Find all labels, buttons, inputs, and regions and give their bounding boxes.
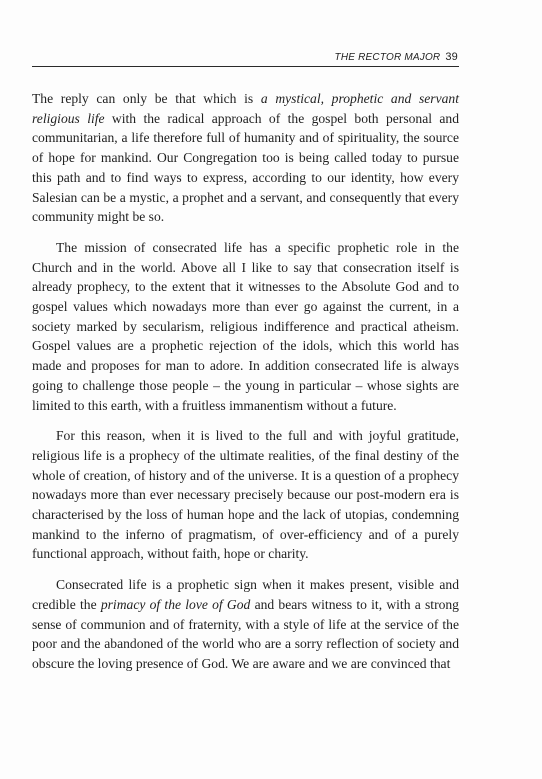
running-head	[32, 51, 458, 63]
header-rule	[32, 66, 459, 67]
paragraph-1-text-cont: with the radical approach of the gospel both personal and communitarian, a life therefore full of humanity and of spirituality, the source of hope for mankind. Our Congregation too is being called today to pursue this path and to find ways to express, according to our identity, how every Salesian can be a mystic, a prophet and a servant, and consequently that every community might be so.	[32, 110, 459, 225]
body-text	[32, 89, 459, 674]
paragraph-2-text: The mission of consecrated life has a specific prophetic role in the Church and in the world. Above all I like to say that consecration itself is already prophecy, to the extent that it witnesses to the Absolute God and to gospel values which nowadays more than ever go against the current, in a society marked by secularism, religious indifference and practical atheism. Gospel values are a prophetic rejection of the idols, which this world has made and proposes for man to adore. In addition consecrated life is always going to challenge those people – the young in particular – whose sights are limited to this earth, with a fruitless immanentism without a future.	[32, 239, 459, 413]
paragraph-1-text: The reply can only be that which is	[32, 91, 261, 106]
paragraph-4-text-cont: and bears witness to it, with a strong sense of communion and of fraternity, with a style of life at the service of the poor and the abandoned of the world who are a sorry reflection of society and obscure the loving presence of God. We are aware and we are convinced that	[32, 596, 459, 671]
paragraph-3	[32, 426, 459, 564]
paragraph-2	[32, 238, 459, 415]
paragraph-4	[32, 575, 459, 674]
page-number: 39	[445, 51, 458, 63]
paragraph-1	[32, 89, 459, 227]
paragraph-4-text: Consecrated life is a prophetic sign when it makes present, visible and credible the	[32, 577, 459, 612]
running-title: THE RECTOR MAJOR	[334, 52, 441, 63]
paragraph-3-text: For this reason, when it is lived to the full and with joyful gratitude, religious life is a prophecy of the ultimate realities, of the final destiny of the whole of creation, of history and of the universe. It is a question of a prophecy nowadays more than ever necessary precisely because our post-modern era is characterised by the loss of human hope and the lack of utopias, condemning mankind to the inferno of pragmatism, of over-efficiency and of a purely functional approach, without faith, hope or charity.	[32, 428, 459, 562]
paragraph-1-emphasis: a mystical, prophetic and servant religious life	[32, 91, 459, 126]
paragraph-4-emphasis: primacy of the love of God	[100, 596, 251, 612]
